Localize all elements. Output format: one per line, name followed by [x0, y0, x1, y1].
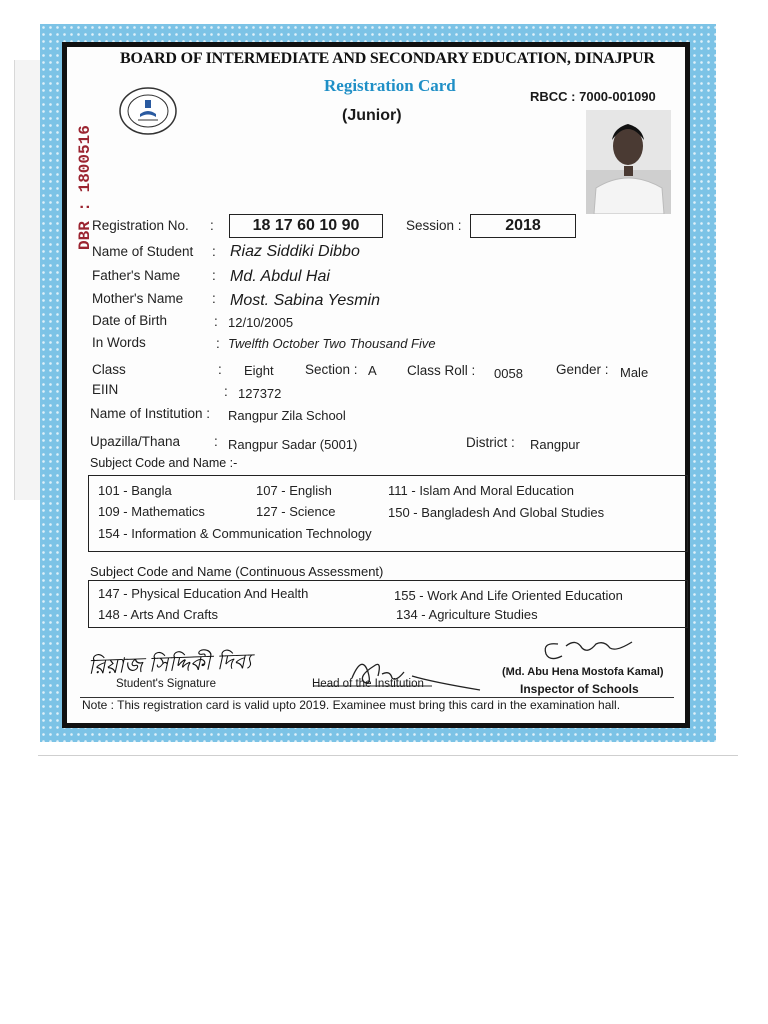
dob-words: Twelfth October Two Thousand Five — [228, 336, 436, 351]
mother-name-label: Mother's Name — [92, 291, 184, 306]
class-value: Eight — [244, 363, 274, 378]
gender-value: Male — [620, 365, 649, 380]
class-label: Class — [92, 362, 126, 377]
eiin-value: 127372 — [238, 386, 282, 401]
father-name-label: Father's Name — [92, 268, 181, 283]
colon: : — [216, 336, 220, 351]
subject-item: 154 - Information & Communication Technology — [98, 526, 372, 541]
dob-words-label: In Words — [92, 335, 146, 350]
institution-label: Name of Institution : — [90, 406, 211, 421]
dob-value: 12/10/2005 — [228, 315, 294, 330]
inspector-title: Inspector of Schools — [520, 682, 639, 696]
colon: : — [214, 314, 218, 329]
paper-edge — [38, 755, 738, 756]
subject-item: 109 - Mathematics — [98, 504, 205, 519]
head-signature-label: Head of the Institution — [312, 678, 424, 690]
student-name: Riaz Siddiki Dibbo — [230, 243, 360, 260]
subject-item: 150 - Bangladesh And Global Studies — [388, 505, 605, 520]
student-signature-label: Student's Signature — [116, 678, 217, 690]
colon: : — [212, 291, 216, 306]
continuous-item: 147 - Physical Education And Health — [98, 586, 309, 601]
upazilla-label: Upazilla/Thana — [90, 434, 181, 449]
subject-item: 127 - Science — [256, 504, 336, 519]
registration-label: Registration No. — [92, 218, 189, 233]
district-value: Rangpur — [530, 437, 580, 452]
board-seal-logo — [118, 86, 178, 136]
inspector-name: (Md. Abu Hena Mostofa Kamal) — [502, 666, 664, 678]
colon: : — [212, 244, 216, 259]
upazilla-value: Rangpur Sadar (5001) — [228, 437, 358, 452]
colon: : — [224, 384, 228, 399]
section-label: Section : — [305, 362, 358, 377]
subject-item: 107 - English — [256, 483, 332, 498]
dbr-label: DBR : 1800516 — [76, 125, 94, 250]
card-title: Registration Card — [324, 76, 456, 95]
district-label: District : — [466, 435, 515, 450]
student-photo — [586, 110, 671, 214]
gender-label: Gender : — [556, 362, 609, 377]
session-label: Session : — [406, 218, 462, 233]
colon: : — [212, 268, 216, 283]
board-name: BOARD OF INTERMEDIATE AND SECONDARY EDUCATION, DINAJPUR — [120, 50, 655, 67]
dob-label: Date of Birth — [92, 313, 168, 328]
institution-value: Rangpur Zila School — [228, 408, 346, 423]
class-roll-label: Class Roll : — [407, 363, 476, 378]
validity-note: Note : This registration card is valid upto 2019. Examinee must bring this card in the examination hall. — [82, 698, 621, 712]
continuous-item: 155 - Work And Life Oriented Education — [394, 588, 623, 603]
rbcc-number: RBCC : 7000-001090 — [530, 89, 656, 104]
colon: : — [214, 434, 218, 449]
class-roll-value: 0058 — [494, 366, 523, 381]
subject-item: 101 - Bangla — [98, 483, 172, 498]
eiin-label: EIIN — [92, 382, 119, 397]
card-level: (Junior) — [342, 107, 402, 124]
inspector-signature-scribble — [536, 634, 636, 664]
continuous-item: 148 - Arts And Crafts — [98, 607, 218, 622]
colon: : — [218, 362, 222, 377]
father-name: Md. Abdul Hai — [230, 268, 330, 285]
colon: : — [210, 218, 214, 233]
continuous-heading: Subject Code and Name (Continuous Assessment) — [90, 564, 384, 579]
subject-item: 111 - Islam And Moral Education — [388, 483, 574, 498]
continuous-item: 134 - Agriculture Studies — [396, 607, 538, 622]
student-handwritten-signature: রিয়াজ সিদ্দিকী দিব্য — [87, 650, 252, 679]
mother-name: Most. Sabina Yesmin — [230, 292, 381, 309]
registration-number: 18 17 60 10 90 — [252, 217, 360, 234]
subjects-heading: Subject Code and Name :- — [90, 456, 238, 470]
session-value: 2018 — [505, 217, 541, 234]
student-name-label: Name of Student — [92, 244, 194, 259]
section-value: A — [368, 363, 377, 378]
